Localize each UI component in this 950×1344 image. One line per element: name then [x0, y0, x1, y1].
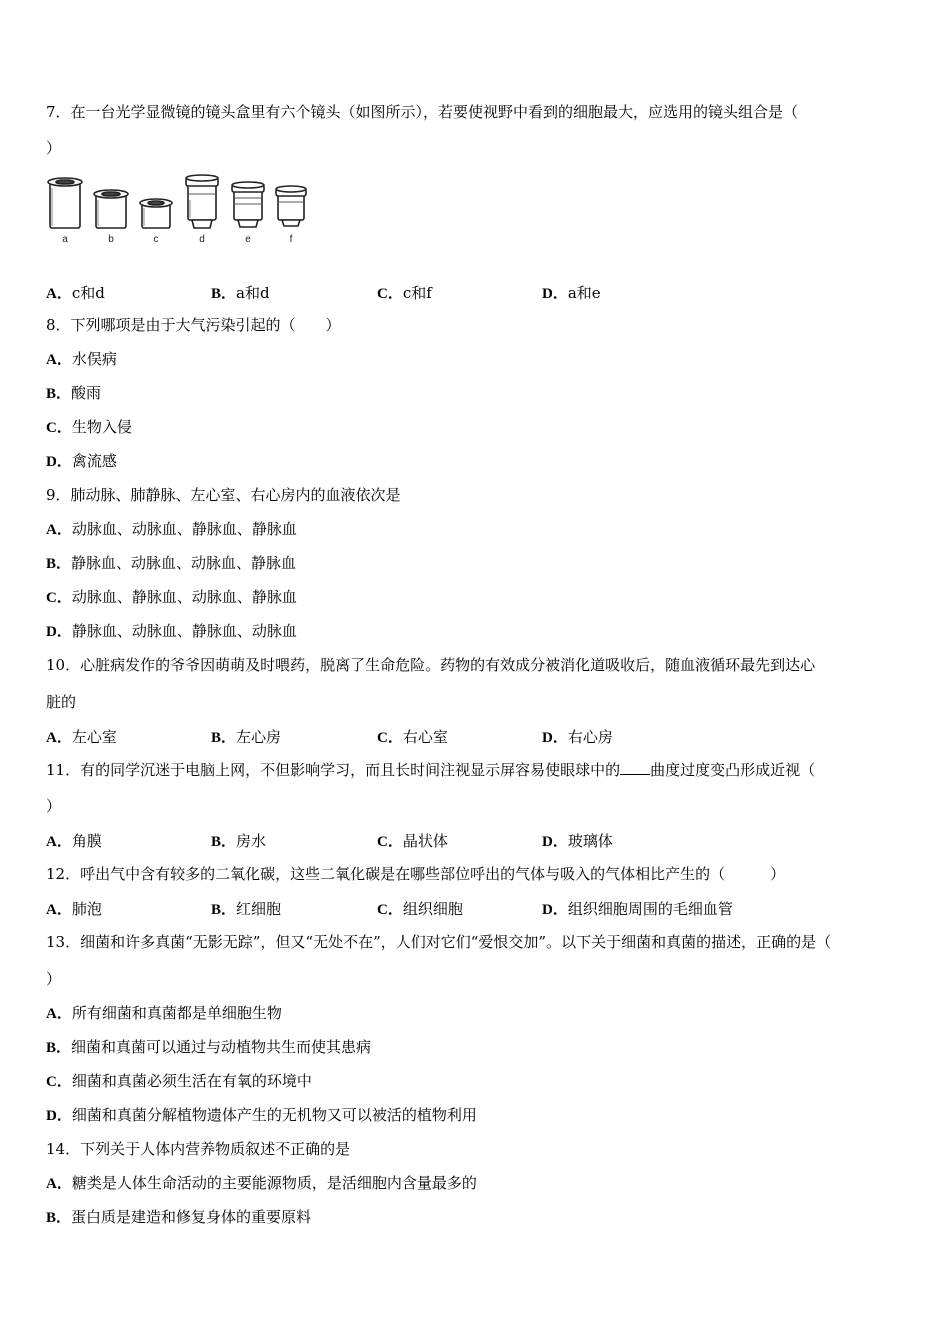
q7-option-d[interactable]: D．a和e	[542, 284, 601, 302]
lens-c	[140, 199, 172, 228]
q11-options	[46, 830, 906, 850]
q13-option-c[interactable]: C．细菌和真菌必须生活在有氧的环境中	[46, 1072, 312, 1090]
q11-option-d[interactable]: D．玻璃体	[542, 832, 613, 850]
q8-stem: 8．下列哪项是由于大气污染引起的（ ）	[46, 316, 341, 334]
fill-blank[interactable]	[620, 760, 650, 775]
q10-options	[46, 726, 906, 746]
lens-label-a: a	[62, 234, 68, 245]
q12-stem: 12．呼出气中含有较多的二氧化碳，这些二氧化碳是在哪些部位呼出的气体与吸入的气体相比产生的（ ）	[46, 865, 786, 883]
q12-option-b[interactable]: B．红细胞	[211, 900, 282, 918]
q13-option-a[interactable]: A．所有细菌和真菌都是单细胞生物	[46, 1004, 282, 1022]
q8-option-d[interactable]: D．禽流感	[46, 452, 117, 470]
q14-stem: 14．下列关于人体内营养物质叙述不正确的是	[46, 1140, 351, 1158]
q7-option-b[interactable]: B．a和d	[211, 284, 270, 302]
lens-label-d: d	[199, 234, 205, 245]
q9-option-d[interactable]: D．静脉血、动脉血、静脉血、动脉血	[46, 622, 297, 640]
q11-stem-line2: ）	[46, 797, 62, 815]
lens-label-c: c	[153, 234, 159, 245]
q14-option-a[interactable]: A．糖类是人体生命活动的主要能源物质，是活细胞内含量最多的	[46, 1174, 477, 1192]
lens-label-e: e	[245, 234, 251, 245]
q13-stem-line1: 13．细菌和许多真菌“无影无踪”，但又“无处不在”，人们对它们“爱恨交加”。以下关于细菌和真菌的描述，正确的是（	[46, 933, 832, 951]
q11-option-b[interactable]: B．房水	[211, 832, 267, 850]
q10-option-d[interactable]: D．右心房	[542, 728, 613, 746]
q13-option-d[interactable]: D．细菌和真菌分解植物遗体产生的无机物又可以被活的植物利用	[46, 1106, 477, 1124]
lens-b	[94, 190, 128, 228]
lens-label-b: b	[108, 234, 114, 245]
q9-option-b[interactable]: B．静脉血、动脉血、动脉血、静脉血	[46, 554, 297, 572]
q11-option-c[interactable]: C．晶状体	[377, 832, 448, 850]
q10-option-b[interactable]: B．左心房	[211, 728, 282, 746]
lens-label-f: f	[289, 234, 293, 245]
q7-options	[46, 282, 906, 302]
q13-option-b[interactable]: B．细菌和真菌可以通过与动植物共生而使其患病	[46, 1038, 372, 1056]
q12-option-d[interactable]: D．组织细胞周围的毛细血管	[542, 900, 733, 918]
q8-option-b[interactable]: B．酸雨	[46, 384, 102, 402]
q13-stem-line2: ）	[46, 970, 62, 988]
q10-stem-line1: 10．心脏病发作的爷爷因萌萌及时喂药，脱离了生命危险。药物的有效成分被消化道吸收后，随血液循环最先到达心	[46, 656, 816, 674]
q11-option-a[interactable]: A．角膜	[46, 832, 102, 850]
q12-options	[46, 898, 906, 918]
q9-option-a[interactable]: A．动脉血、动脉血、静脉血、静脉血	[46, 520, 297, 538]
q9-option-c[interactable]: C．动脉血、静脉血、动脉血、静脉血	[46, 588, 297, 606]
q7-stem-line1: 7．在一台光学显微镜的镜头盒里有六个镜头（如图所示），若要使视野中看到的细胞最大，应选用的镜头组合是（	[46, 103, 799, 121]
q7-stem-line2: ）	[46, 139, 62, 157]
q10-stem-line2: 脏的	[46, 693, 77, 711]
q7-option-a[interactable]: A．c和d	[46, 284, 105, 302]
q8-option-c[interactable]: C．生物入侵	[46, 418, 132, 436]
q7-option-c[interactable]: C．c和f	[377, 284, 432, 302]
q14-option-b[interactable]: B．蛋白质是建造和修复身体的重要原料	[46, 1208, 312, 1226]
q11-stem-line1: 11．有的同学沉迷于电脑上网，不但影响学习，而且长时间注视显示屏容易使眼球中的 曲度过度变凸形成近视（	[46, 761, 816, 779]
lens-d	[186, 175, 218, 228]
lens-f	[276, 186, 306, 226]
lens-figure	[44, 170, 314, 250]
q12-option-c[interactable]: C．组织细胞	[377, 900, 463, 918]
q8-option-a[interactable]: A．水俣病	[46, 350, 117, 368]
lens-a	[48, 178, 82, 228]
lens-e	[232, 182, 264, 227]
q12-option-a[interactable]: A．肺泡	[46, 900, 102, 918]
q10-option-a[interactable]: A．左心室	[46, 728, 117, 746]
q10-option-c[interactable]: C．右心室	[377, 728, 448, 746]
q9-stem: 9．肺动脉、肺静脉、左心室、右心房内的血液依次是	[46, 486, 401, 504]
